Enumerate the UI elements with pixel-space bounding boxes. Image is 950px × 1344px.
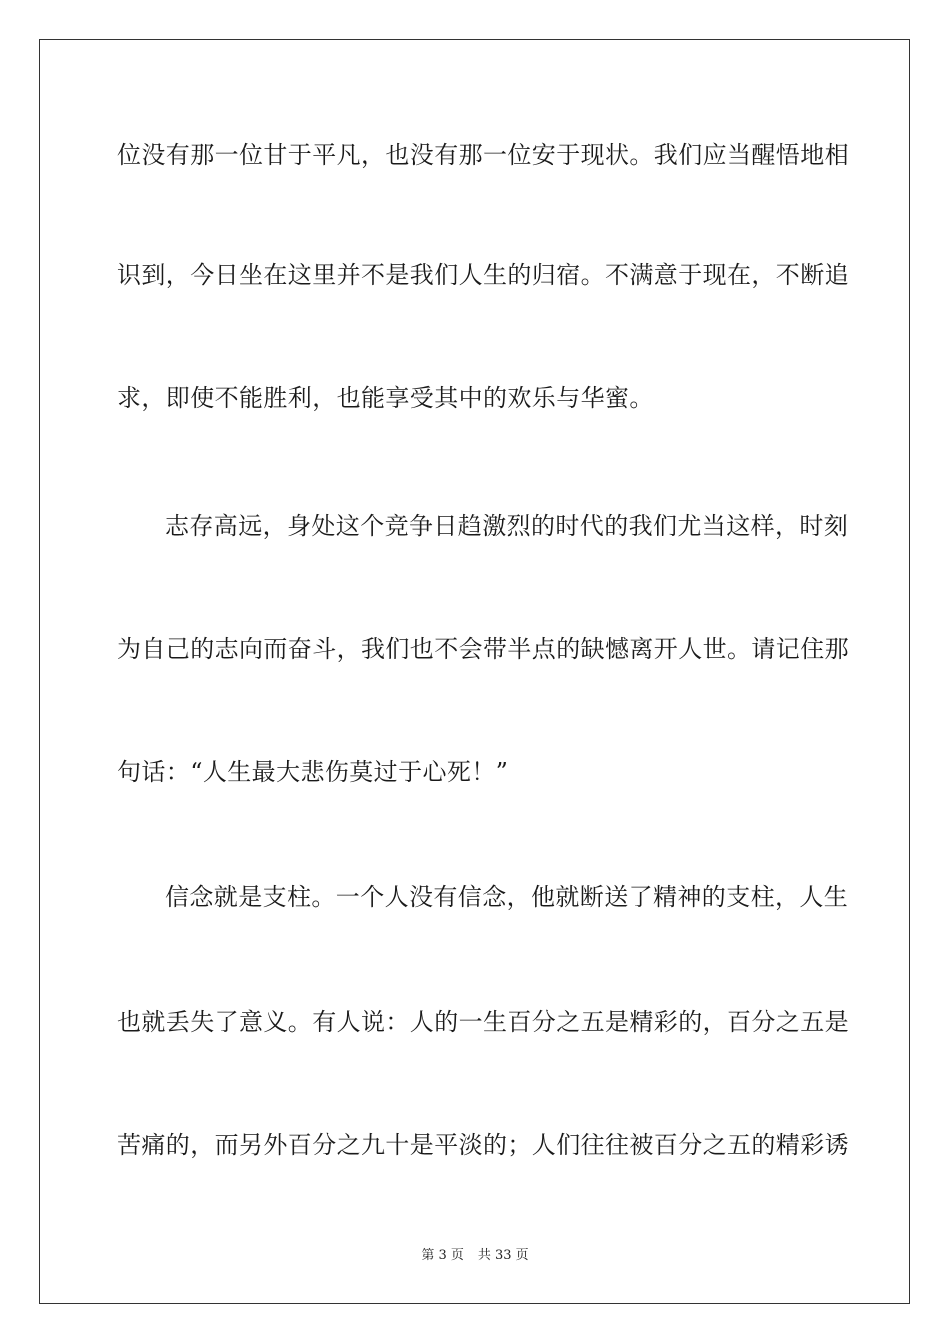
text-line-2: 识到，今日坐在这里并不是我们人生的归宿。不满意于现在，不断追 [117,261,849,289]
text-line-6: 句话：“人生最大悲伤莫过于心死！” [117,758,509,786]
text-line-9: 苦痛的，而另外百分之九十是平淡的；人们往往被百分之五的精彩诱 [117,1131,849,1159]
text-line-1: 位没有那一位甘于平凡，也没有那一位安于现状。我们应当醒悟地相 [117,141,849,169]
text-line-7-paragraph-start: 信念就是支柱。一个人没有信念，他就断送了精神的支柱，人生 [165,883,849,911]
text-line-8: 也就丢失了意义。有人说：人的一生百分之五是精彩的，百分之五是 [117,1008,849,1036]
text-line-4-paragraph-start: 志存高远，身处这个竞争日趋激烈的时代的我们尤当这样，时刻 [165,512,849,540]
page-border [39,39,910,1304]
text-line-5: 为自己的志向而奋斗，我们也不会带半点的缺憾离开人世。请记住那 [117,635,849,663]
page-number: 第 3 页 [421,1248,464,1263]
total-pages: 共 33 页 [477,1248,529,1263]
page-footer [0,1247,950,1265]
text-line-3: 求，即使不能胜利，也能享受其中的欢乐与华蜜。 [117,384,654,412]
